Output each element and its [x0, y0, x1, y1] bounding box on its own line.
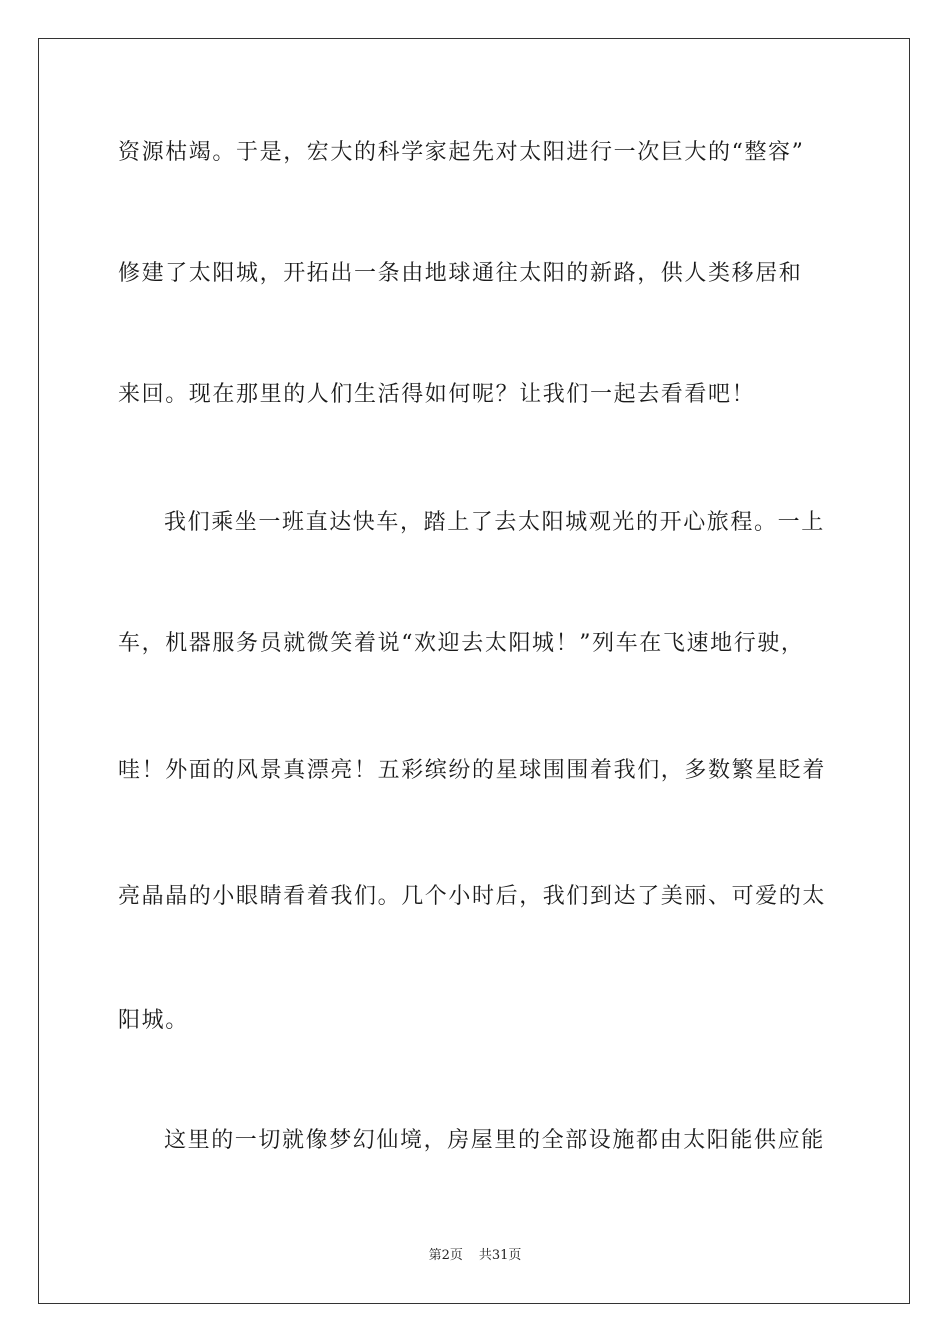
paragraph-2-line-4: 亮晶晶的小眼睛看着我们。几个小时后，我们到达了美丽、可爱的太: [118, 884, 827, 909]
text-line-1: 资源枯竭。于是，宏大的科学家起先对太阳进行一次巨大的“整容”: [118, 140, 805, 165]
paragraph-2-line-3: 哇！外面的风景真漂亮！五彩缤纷的星球围围着我们，多数繁星眨着: [118, 758, 827, 783]
text-line-2: 修建了太阳城，开拓出一条由地球通往太阳的新路，供人类移居和: [118, 261, 803, 286]
paragraph-2-line-2: 车，机器服务员就微笑着说“欢迎去太阳城！”列车在飞速地行驶，: [118, 631, 805, 656]
page-border: [38, 38, 910, 1304]
page-total: 共31页: [478, 1248, 522, 1263]
paragraph-2-line-1: 我们乘坐一班直达快车，踏上了去太阳城观光的开心旅程。一上: [164, 510, 825, 535]
paragraph-2-line-5: 阳城。: [118, 1008, 189, 1033]
page-footer: [0, 1244, 950, 1263]
page-number: 第2页: [428, 1248, 463, 1263]
paragraph-3-line-1: 这里的一切就像梦幻仙境，房屋里的全部设施都由太阳能供应能: [164, 1128, 825, 1153]
text-line-3: 来回。现在那里的人们生活得如何呢？让我们一起去看看吧！: [118, 382, 756, 407]
